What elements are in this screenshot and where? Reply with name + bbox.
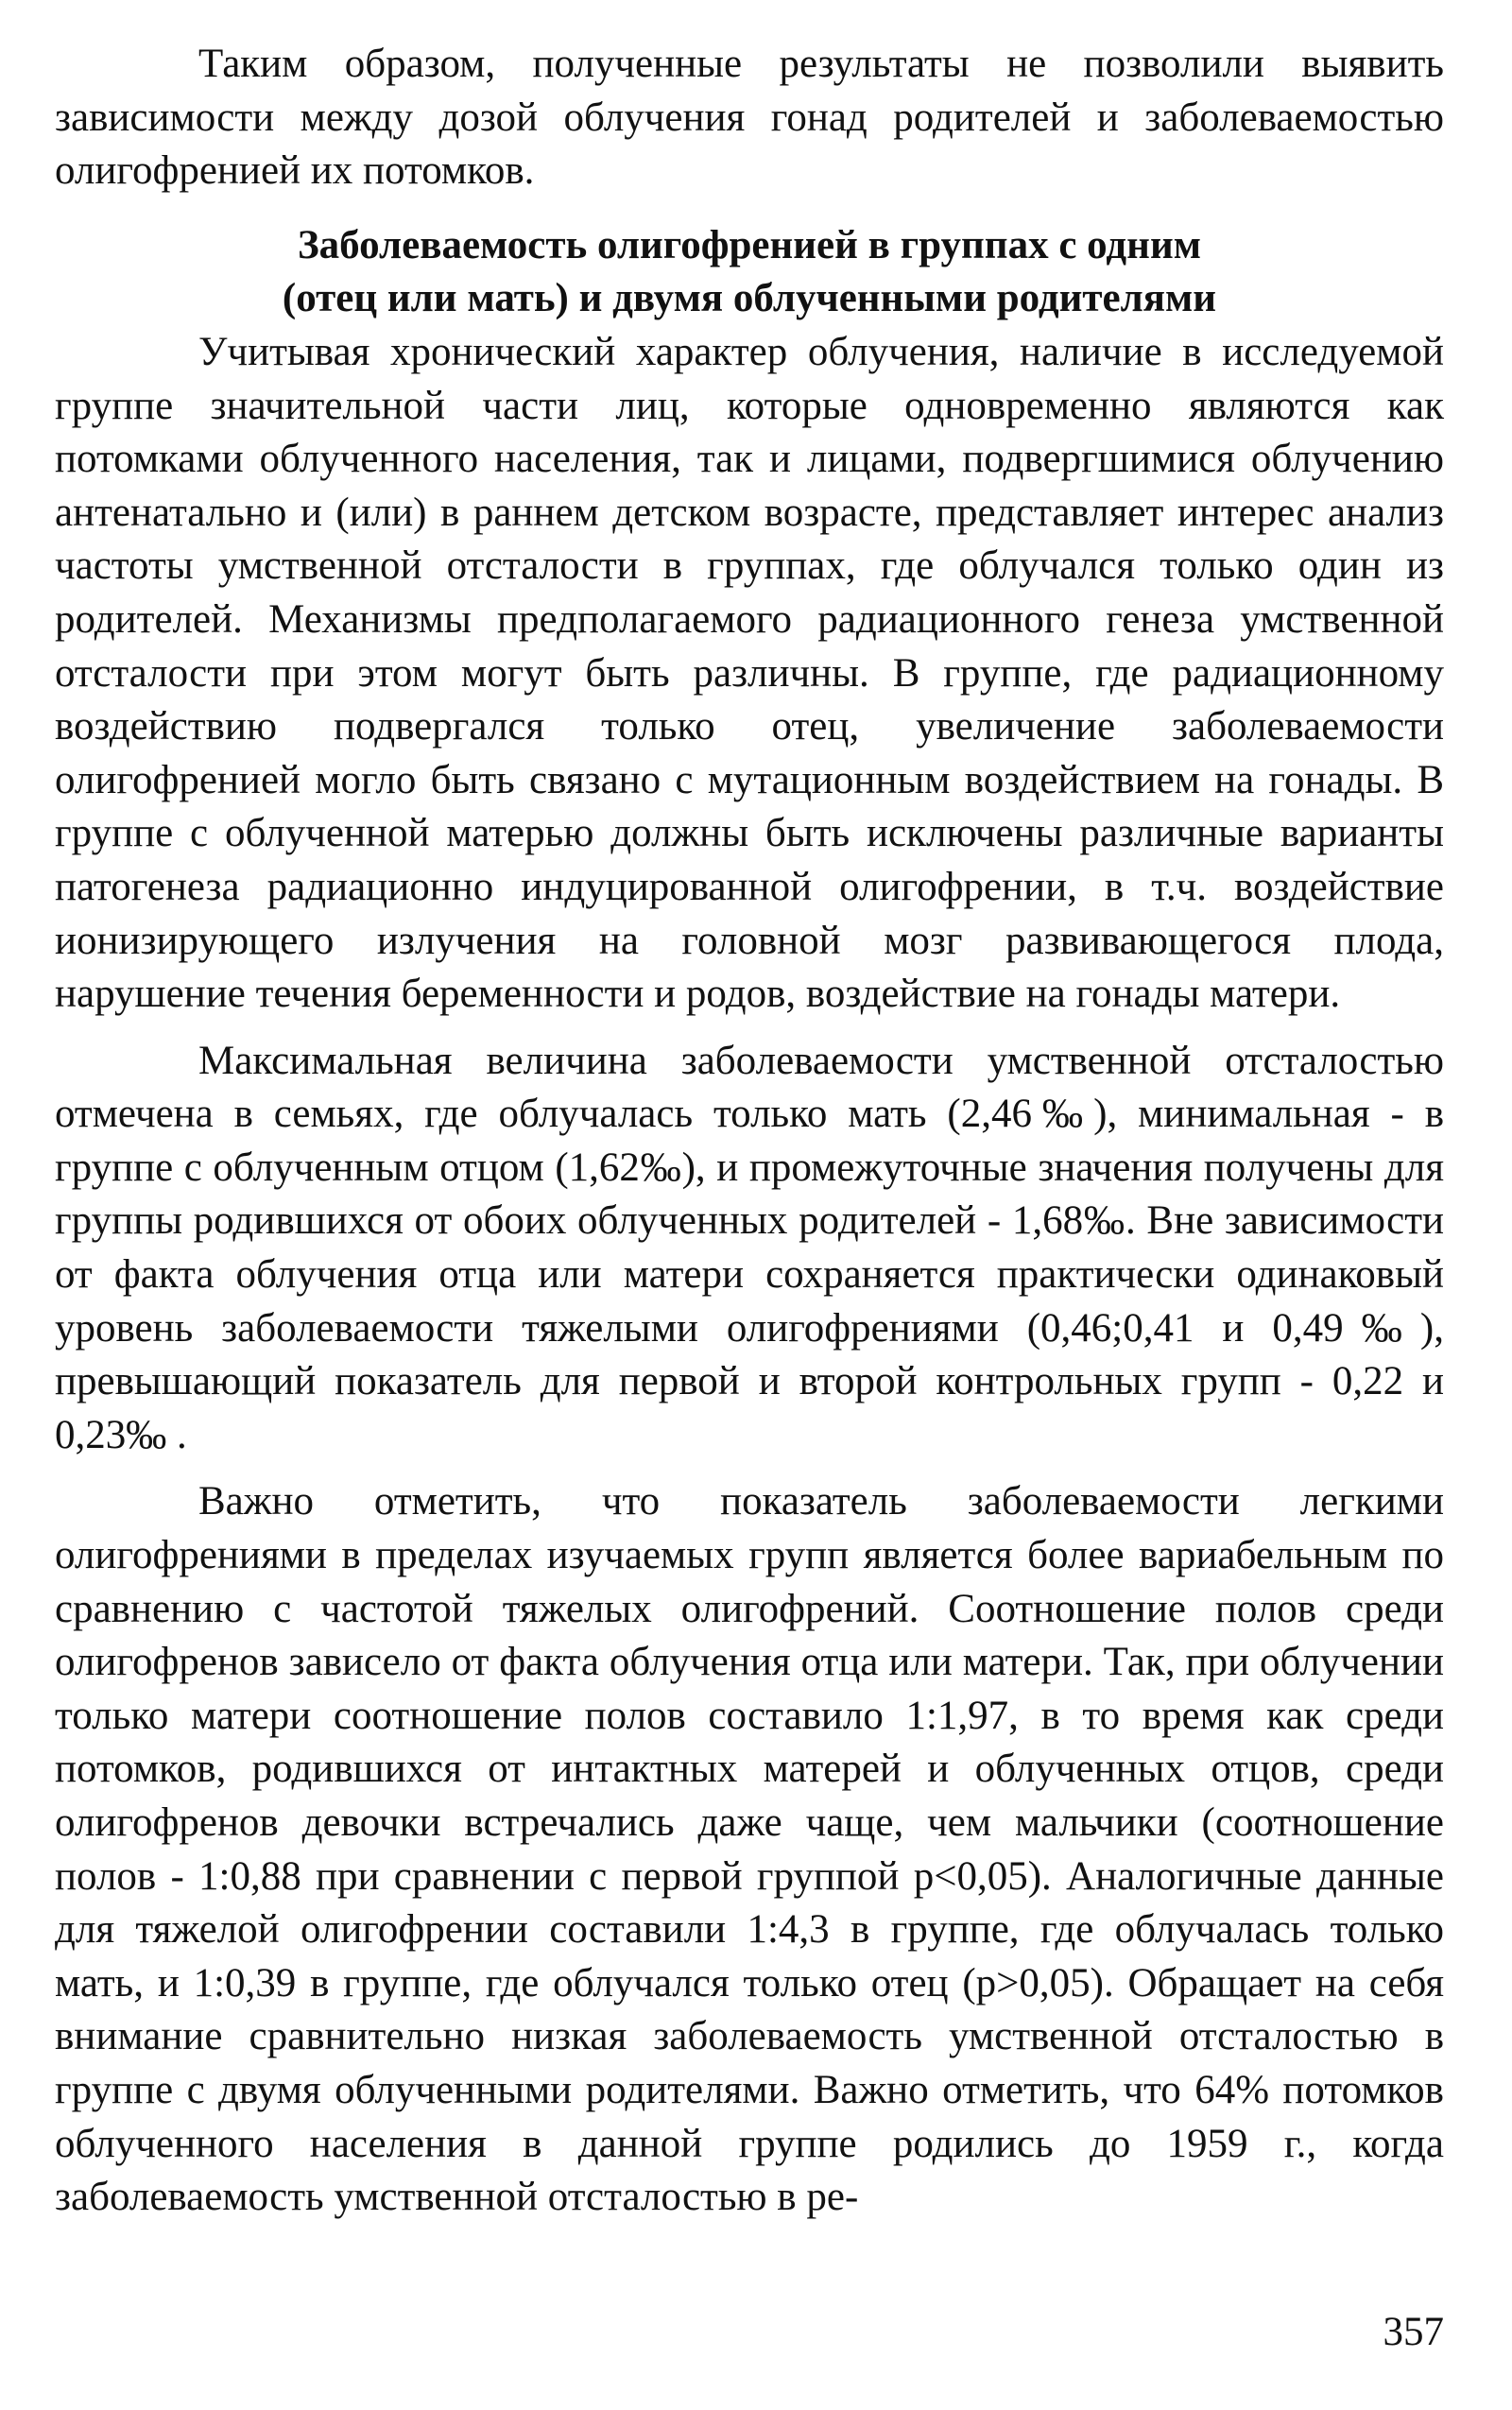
paragraph-conclusion: Таким образом, полученные результаты не позволили выявить зависимости между дозой облучения гонад родителей и заболеваемостью олигофренией их потомков.: [55, 42, 1444, 194]
paragraph-incidence-values: Максимальная величина заболеваемости умственной отсталостью отмечена в семьях, где облучалась только мать (2,46‰), минимальная - в группе с облученным отцом (1,62‰), и промежуточные значения получены для группы родившихся от обоих облученных родителей - 1,68‰. Вне зависимости от факта облучения отца или матери сохраняется практически одинаковый уровень заболеваемости тяжелыми олигофрениями (0,46;0,41 и 0,49‰), превышающий показатель для первой и второй контрольных групп - 0,22 и 0,23‰ .: [55, 1038, 1444, 1457]
page-number: 357: [1383, 2310, 1444, 2354]
paragraph-introduction: Учитывая хронический характер облучения, наличие в исследуемой группе значительной части лиц, которые одновременно являются как потомками облученного населения, так и лицами, подвергшимися облучению антенатально и (или) в раннем детском возрасте, представляет интерес анализ частоты умственной отсталости в группах, где облучался только один из родителей. Механизмы предполагаемого радиационного генеза умственной отсталости при этом могут быть различны. В группе, где радиационному воздействию подвергался только отец, увеличение заболеваемости олигофренией могло быть связано с мутационным воздействием на гонады. В группе с облученной матерью должны быть исключены различные варианты патогенеза радиационно индуцированной олигофрении, в т.ч. воздействие ионизирующего излучения на головной мозг развивающегося плода, нарушение течения беременности и родов, воздействие на гонады матери.: [55, 329, 1444, 1017]
paragraph-sex-ratio: Важно отметить, что показатель заболеваемости легкими олигофрениями в пределах изучаемых групп является более вариабельным по сравнению с частотой тяжелых олигофрений. Соотношение полов среди олигофренов зависело от факта облучения отца или матери. Так, при облучении только матери соотношение полов составило 1:1,97, в то время как среди потомков, родившихся от интактных матерей и облученных отцов, среди олигофренов девочки встречались даже чаще, чем мальчики (соотношение полов - 1:0,88 при сравнении с первой группой p<0,05). Аналогичные данные для тяжелой олигофрении составили 1:4,3 в группе, где облучалась только мать, и 1:0,39 в группе, где облучался только отец (p>0,05). Обращает на себя внимание сравнительно низкая заболеваемость умственной отсталостью в группе с двумя облученными родителями. Важно отметить, что 64% потомков облученного населения в данной группе родились до 1959 г., когда заболеваемость умственной отсталостью в ре-: [55, 1479, 1444, 2220]
section-heading-line-2: (отец или мать) и двумя облученными родителями: [282, 276, 1217, 321]
section-heading: [55, 219, 1444, 326]
section-heading-line-1: Заболеваемость олигофренией в группах с одним: [297, 222, 1202, 267]
